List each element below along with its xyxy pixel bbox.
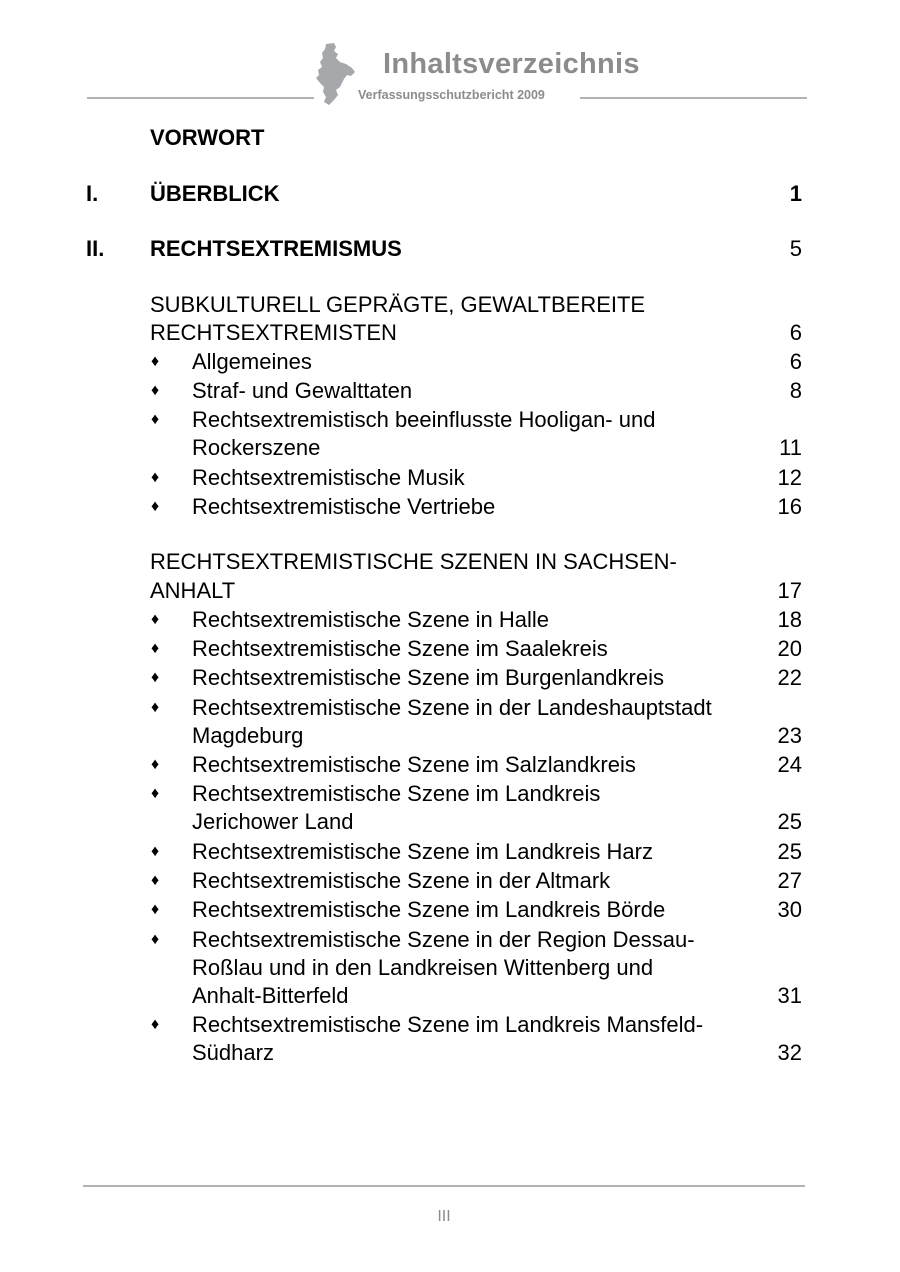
toc-entry-chapter[interactable]: RECHTSEXTREMISMUS [150, 236, 402, 261]
header-title: Inhaltsverzeichnis [383, 48, 640, 80]
diamond-bullet-icon: ♦ [151, 640, 160, 657]
header-subtitle: Verfassungsschutzbericht 2009 [358, 88, 545, 102]
toc-item[interactable]: Rechtsextremistische Musik [192, 465, 465, 490]
page-number: 16 [777, 494, 802, 519]
diamond-bullet-icon: ♦ [151, 699, 160, 716]
toc-section-title[interactable]: RECHTSEXTREMISTEN [150, 320, 397, 345]
diamond-bullet-icon: ♦ [151, 498, 160, 515]
page-number: 8 [789, 378, 802, 403]
header-rule-left [87, 97, 314, 99]
diamond-bullet-icon: ♦ [151, 669, 160, 686]
footer-page-number: III [437, 1208, 451, 1225]
footer-rule [83, 1185, 805, 1187]
toc-item[interactable]: Rechtsextremistische Szene im Landkreis Mansfeld- [192, 1012, 704, 1037]
toc-item[interactable]: Rechtsextremistische Szene im Landkreis Harz [192, 839, 653, 864]
diamond-bullet-icon: ♦ [151, 1016, 160, 1033]
diamond-bullet-icon: ♦ [151, 901, 160, 918]
page-number: 25 [777, 839, 802, 864]
page-number: 24 [777, 752, 802, 777]
diamond-bullet-icon: ♦ [151, 611, 160, 628]
page-number: 5 [789, 236, 802, 261]
toc-item[interactable]: Rechtsextremistische Szene im Burgenlandkreis [192, 665, 664, 690]
toc-item-continuation[interactable]: Anhalt-Bitterfeld [192, 983, 349, 1008]
diamond-bullet-icon: ♦ [151, 756, 160, 773]
toc-section-title[interactable]: ANHALT [150, 578, 236, 603]
chapter-numeral: I. [86, 181, 99, 206]
toc-item[interactable]: Rechtsextremistische Szene in Halle [192, 607, 550, 632]
toc-item[interactable]: Straf- und Gewalttaten [192, 378, 413, 403]
page-number: 22 [777, 665, 802, 690]
toc-item[interactable]: Rechtsextremistische Szene im Landkreis [192, 781, 601, 806]
toc-item[interactable]: Allgemeines [192, 349, 312, 374]
toc-item[interactable]: Rechtsextremistisch beeinflusste Hooligan- und [192, 407, 656, 432]
toc-item[interactable]: Rechtsextremistische Szene in der Altmark [192, 868, 611, 893]
diamond-bullet-icon: ♦ [151, 469, 160, 486]
sachsen-anhalt-map-icon [314, 42, 356, 106]
page-number: 23 [777, 723, 802, 748]
diamond-bullet-icon: ♦ [151, 411, 160, 428]
page-number: 18 [777, 607, 802, 632]
page-number: 11 [779, 435, 802, 460]
header-rule-right [580, 97, 807, 99]
page-number: 17 [777, 578, 802, 603]
diamond-bullet-icon: ♦ [151, 785, 160, 802]
page-number: 20 [777, 636, 802, 661]
page-number: 12 [777, 465, 802, 490]
diamond-bullet-icon: ♦ [151, 382, 160, 399]
toc-item-continuation[interactable]: Roßlau und in den Landkreisen Wittenberg und [192, 955, 654, 980]
toc-section-title[interactable]: RECHTSEXTREMISTISCHE SZENEN IN SACHSEN- [150, 549, 677, 574]
toc-item[interactable]: Rechtsextremistische Szene in der Landeshauptstadt [192, 695, 712, 720]
toc-item-continuation[interactable]: Magdeburg [192, 723, 304, 748]
page-number: 25 [777, 809, 802, 834]
chapter-numeral: II. [86, 236, 105, 261]
diamond-bullet-icon: ♦ [151, 931, 160, 948]
toc-item[interactable]: Rechtsextremistische Vertriebe [192, 494, 496, 519]
page-number: 6 [789, 320, 802, 345]
page-number: 6 [789, 349, 802, 374]
page-number: 32 [777, 1040, 802, 1065]
page-header [0, 0, 900, 110]
diamond-bullet-icon: ♦ [151, 843, 160, 860]
toc-entry-vorwort[interactable]: VORWORT [150, 125, 265, 150]
page-number: 31 [777, 983, 802, 1008]
page-number: 1 [789, 181, 802, 206]
diamond-bullet-icon: ♦ [151, 353, 160, 370]
toc-entry-chapter[interactable]: ÜBERBLICK [150, 181, 280, 206]
diamond-bullet-icon: ♦ [151, 872, 160, 889]
toc-item[interactable]: Rechtsextremistische Szene im Saalekreis [192, 636, 608, 661]
toc-section-title[interactable]: SUBKULTURELL GEPRÄGTE, GEWALTBEREITE [150, 292, 646, 317]
toc-item-continuation[interactable]: Jerichower Land [192, 809, 354, 834]
toc-item-continuation[interactable]: Rockerszene [192, 435, 321, 460]
toc-item[interactable]: Rechtsextremistische Szene in der Region Dessau- [192, 927, 695, 952]
page-number: 27 [777, 868, 802, 893]
toc-item[interactable]: Rechtsextremistische Szene im Salzlandkreis [192, 752, 636, 777]
toc-item-continuation[interactable]: Südharz [192, 1040, 274, 1065]
toc-item[interactable]: Rechtsextremistische Szene im Landkreis Börde [192, 897, 666, 922]
page-number: 30 [777, 897, 802, 922]
